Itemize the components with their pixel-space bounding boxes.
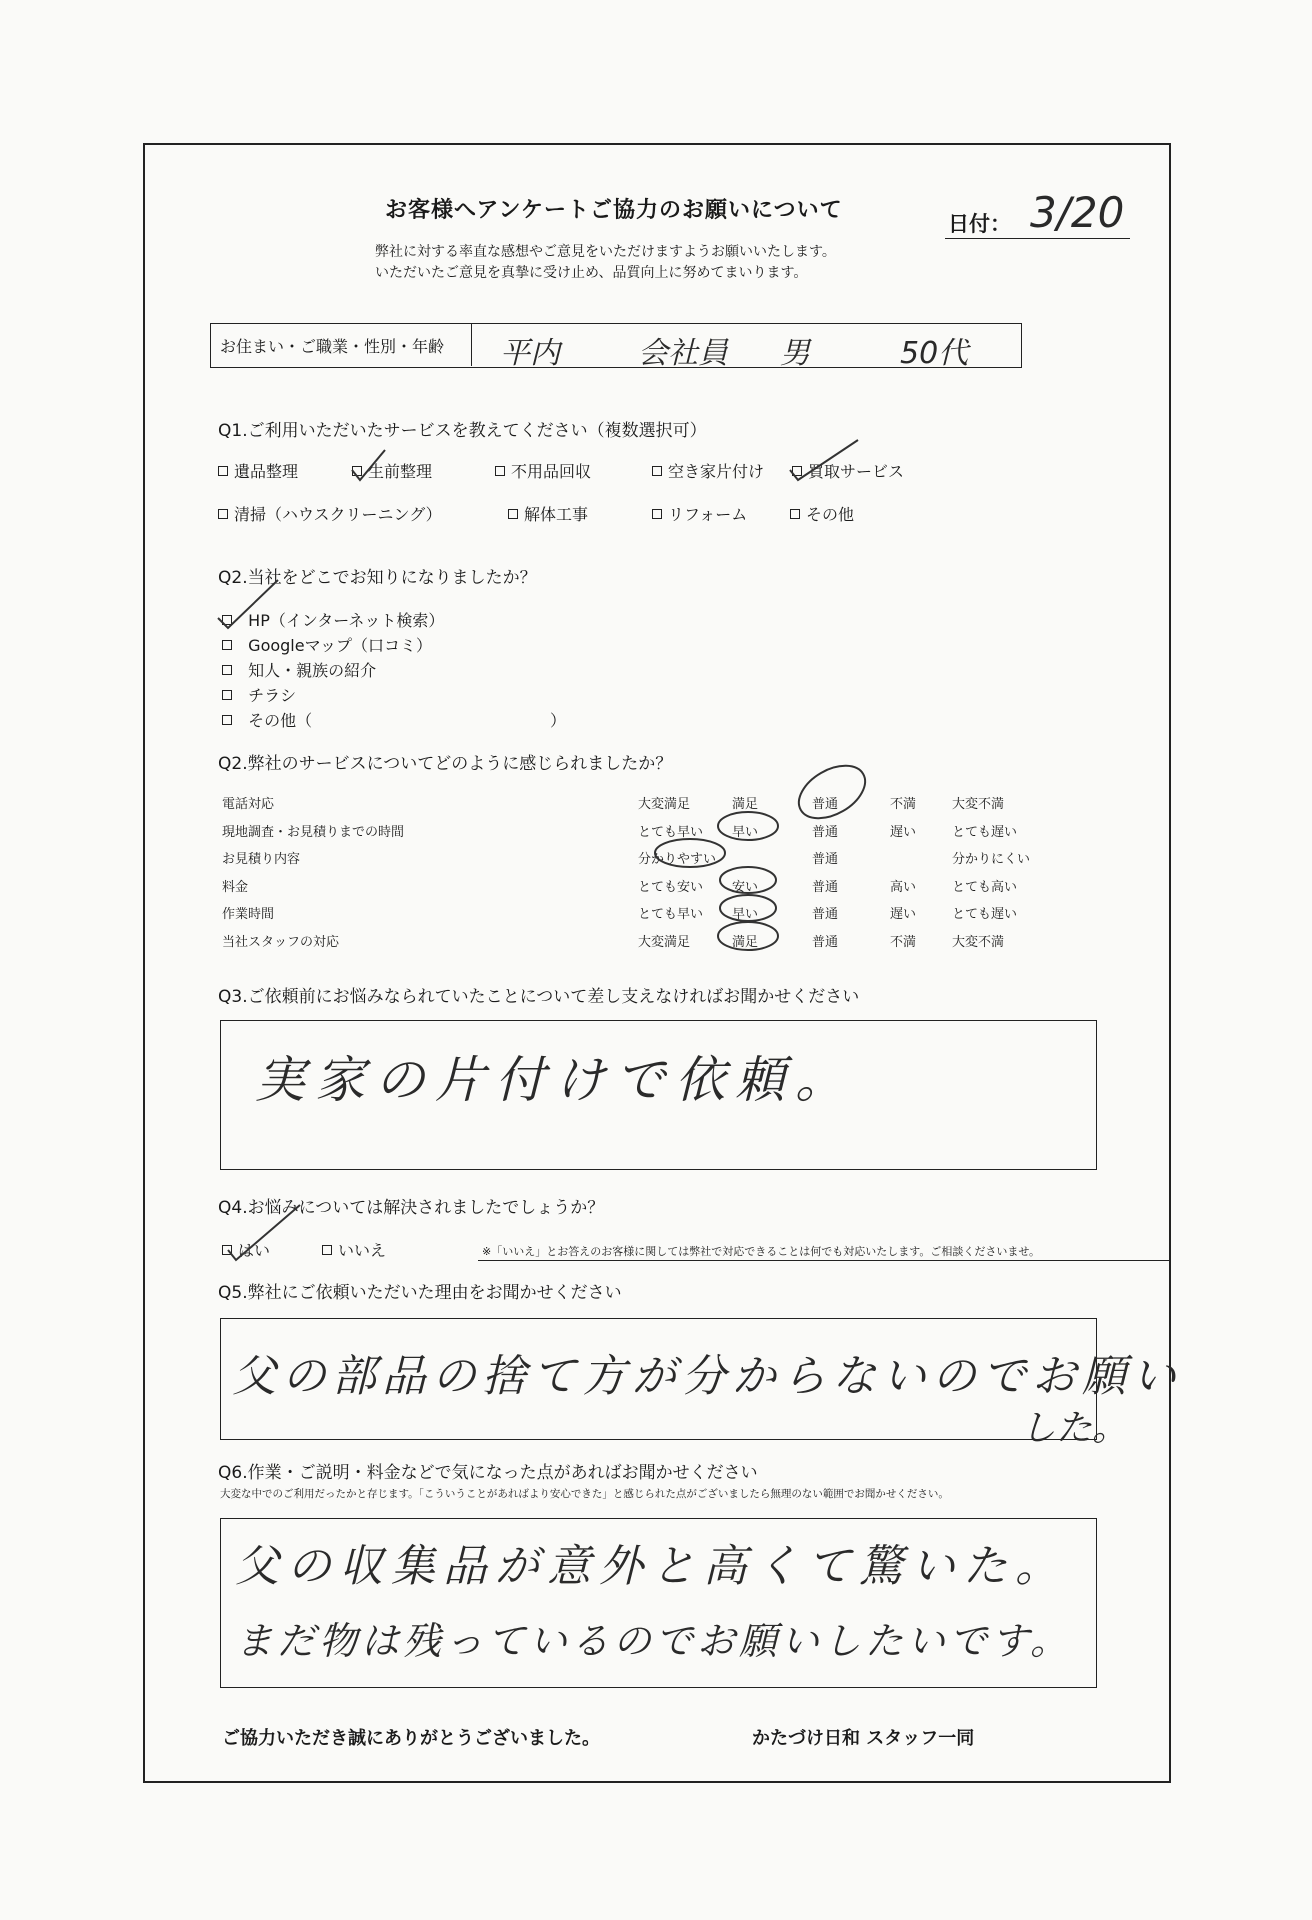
rating-choice[interactable]: 大変満足 [638, 797, 691, 812]
rating-choice[interactable]: とても高い [952, 879, 1018, 895]
intro-line-1: 弊社に対する率直な感想やご意見をいただけますようお願いいたします。 [375, 244, 836, 260]
q5-question: Q5.弊社にご依頼いただいた理由をお聞かせください [218, 1283, 622, 1303]
checkbox-icon [222, 1245, 232, 1255]
q2a-option-referral[interactable]: 知人・親族の紹介 [222, 658, 376, 681]
rating-choice[interactable]: 大変満足 [638, 934, 691, 950]
intro-line-2: いただいたご意見を真摯に受け止め、品質向上に努めてまいります。 [375, 265, 808, 281]
survey-title: お客様へアンケートご協力のお願いについて [385, 198, 843, 223]
checkbox-icon [652, 466, 662, 476]
rating-choice[interactable]: 大変不満 [952, 934, 1005, 950]
q6-question: Q6.作業・ご説明・料金などで気になった点があればお聞かせください [218, 1463, 758, 1483]
q1-option-cleaning[interactable]: 清掃（ハウスクリーニング） [218, 502, 442, 525]
checkbox-icon [790, 509, 800, 519]
q1-option-reform[interactable]: リフォーム [652, 502, 747, 525]
q4-note: ※「いいえ」とお答えのお客様に関しては弊社で対応できることは何でも対応いたします。ご相談くださいませ。 [482, 1245, 1041, 1258]
date-handwritten: 3/20 [1030, 188, 1125, 237]
checkbox-icon [352, 466, 362, 476]
rating-choice[interactable]: 高い [890, 879, 917, 895]
q1-option-estate[interactable]: 遺品整理 [218, 459, 298, 482]
rating-row-label: 料金 [222, 879, 249, 895]
q2a-option-flyer[interactable]: チラシ [222, 683, 296, 706]
rating-choice[interactable]: とても遅い [952, 824, 1018, 840]
q3-question: Q3.ご依頼前にお悩みなられていたことについて差し支えなければお聞かせください [218, 987, 860, 1007]
q2a-option-other[interactable]: その他（ [222, 708, 312, 731]
q4-option-yes[interactable]: はい [222, 1238, 270, 1261]
rating-choice[interactable]: 早い [732, 824, 759, 840]
q1-option-vacant-house[interactable]: 空き家片付け [652, 459, 764, 482]
checkbox-icon [222, 665, 232, 675]
q6-answer-line-2: まだ物は残っているのでお願いしたいです。 [235, 1619, 1072, 1663]
q1-option-demolition[interactable]: 解体工事 [508, 502, 588, 525]
rating-row-label: お見積り内容 [222, 852, 301, 867]
q1-question: Q1.ご利用いただいたサービスを教えてください（複数選択可） [218, 421, 707, 441]
q4-option-no[interactable]: いいえ [322, 1238, 386, 1261]
rating-choice[interactable]: 分かりにくい [952, 852, 1031, 867]
rating-row-label: 電話対応 [222, 797, 275, 812]
checkbox-icon [218, 509, 228, 519]
rating-choice[interactable]: 早い [732, 907, 759, 922]
q6-answer-line-1: 父の収集品が意外と高くて驚いた。 [235, 1541, 1067, 1592]
rating-choice[interactable]: 不満 [890, 797, 917, 812]
rating-choice[interactable]: 不満 [890, 934, 917, 950]
profile-label: お住まい・ご職業・性別・年齢 [212, 324, 472, 366]
q4-question: Q4.お悩みについては解決されましたでしょうか？ [218, 1198, 605, 1218]
date-label: 日付： [948, 212, 1011, 236]
q1-option-buyback[interactable]: 買取サービス [792, 459, 904, 482]
rating-row-label: 作業時間 [222, 907, 275, 922]
rating-choice[interactable]: 普通 [812, 879, 839, 895]
checkbox-icon [652, 509, 662, 519]
rating-choice[interactable]: とても遅い [952, 907, 1018, 922]
rating-choice[interactable]: 遅い [890, 824, 917, 840]
rating-choice[interactable]: 満足 [732, 934, 759, 950]
q5-answer-line-1: 父の部品の捨て方が分からないのでお願い [232, 1351, 1182, 1402]
rating-choice[interactable]: 分かりやすい [638, 852, 717, 867]
q1-option-other[interactable]: その他 [790, 502, 854, 525]
footer-thanks: ご協力いただき誠にありがとうございました。 [222, 1728, 600, 1749]
rating-choice[interactable]: 遅い [890, 907, 917, 922]
profile-job: 会社員 [638, 336, 728, 371]
footer-signature: かたづけ日和 スタッフ一同 [752, 1728, 975, 1749]
rating-choice[interactable]: とても安い [638, 879, 704, 895]
q2a-other-close-paren: ） [550, 711, 567, 730]
checkbox-icon [322, 1245, 332, 1255]
rating-choice[interactable]: とても早い [638, 907, 704, 922]
rating-choice[interactable]: とても早い [638, 824, 704, 840]
q2a-option-google-maps[interactable]: Googleマップ（口コミ） [222, 633, 432, 656]
rating-row-label: 現地調査・お見積りまでの時間 [222, 824, 405, 840]
rating-choice[interactable]: 普通 [812, 797, 839, 812]
q4-note-underline [478, 1260, 1171, 1261]
rating-choice[interactable]: 安い [732, 879, 759, 895]
checkbox-icon [222, 640, 232, 650]
checkbox-icon [792, 466, 802, 476]
checkbox-icon [218, 466, 228, 476]
q1-option-pre-death[interactable]: 生前整理 [352, 459, 432, 482]
checkbox-icon [508, 509, 518, 519]
checkbox-icon [222, 715, 232, 725]
q2a-option-hp[interactable]: HP（インターネット検索） [222, 608, 444, 631]
checkbox-icon [222, 690, 232, 700]
profile-residence: 平内 [500, 336, 560, 371]
rating-choice[interactable]: 普通 [812, 907, 839, 922]
q5-answer-line-2: した。 [1020, 1408, 1129, 1449]
checkbox-icon [495, 466, 505, 476]
profile-gender: 男 [780, 336, 810, 371]
rating-choice[interactable]: 満足 [732, 797, 759, 812]
q6-note: 大変な中でのご利用だったかと存じます。「こういうことがあればより安心できた」と感じられた点がございましたら無理のない範囲でお聞かせください。 [220, 1488, 949, 1500]
rating-choice[interactable]: 普通 [812, 934, 839, 950]
rating-choice[interactable]: 大変不満 [952, 797, 1005, 812]
q3-answer-handwritten: 実家の片付けで依頼。 [255, 1051, 855, 1109]
rating-choice[interactable]: 普通 [812, 824, 839, 840]
checkbox-icon [222, 615, 232, 625]
rating-choice[interactable]: 普通 [812, 852, 839, 867]
profile-age: 50代 [900, 336, 969, 371]
q1-option-disposal[interactable]: 不用品回収 [495, 459, 591, 482]
q2a-question: Q2.当社をどこでお知りになりましたか？ [218, 568, 537, 588]
date-underline [945, 238, 1130, 239]
rating-row-label: 当社スタッフの対応 [222, 934, 340, 950]
q2b-question: Q2.弊社のサービスについてどのように感じられましたか？ [218, 754, 673, 774]
